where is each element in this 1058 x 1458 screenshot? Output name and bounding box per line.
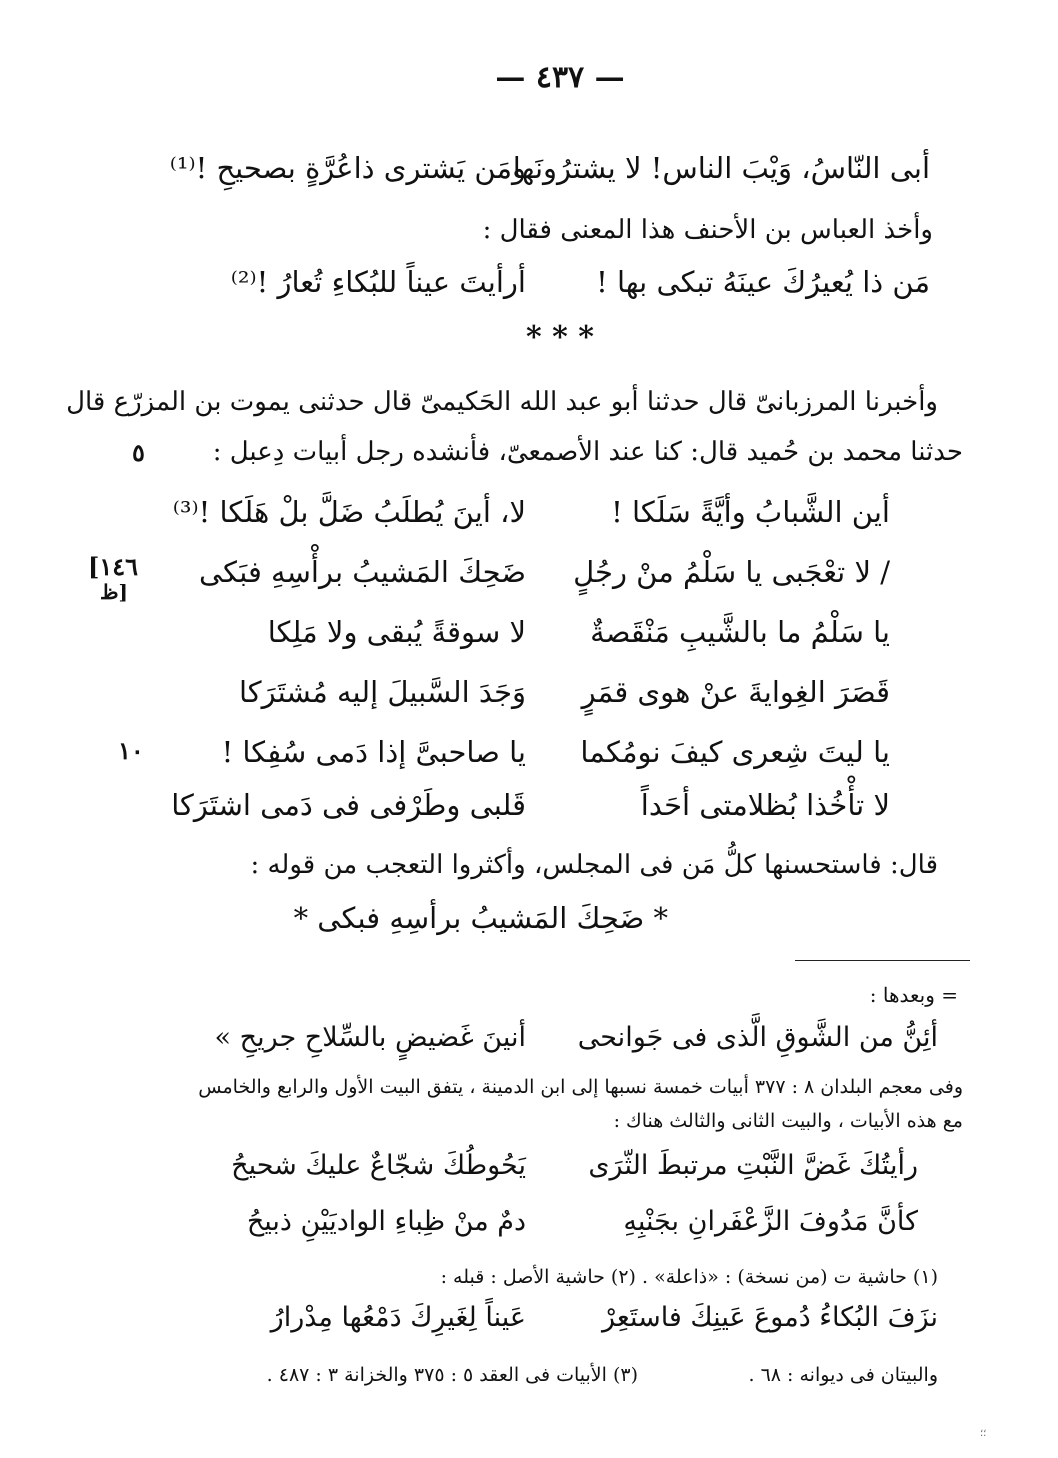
poem1-hemistich-left: ومَن يَشترى ذاعُرَّةٍ بصحيحِ !⁽¹⁾ [169, 151, 526, 185]
page-number: — ٤٣٧ — [495, 60, 625, 95]
margin-manuscript-ref: [١٤٦ [88, 552, 139, 581]
fn-poem2-verse2-left: دمٌ منْ ظِباءِ الواديَيْنِ ذبيحُ [246, 1206, 526, 1237]
fn-poem2-verse1-left: يَحُوطُكَ شجّاعٌ عليكَ شحيحُ [231, 1150, 526, 1181]
poem3-verse6-right: لا تأْخُذا بُظلامتى أحَداً [640, 788, 890, 822]
margin-manuscript-ref-side: ظ] [100, 580, 128, 604]
footnote-divider [795, 960, 970, 961]
poem2-hemistich-left: أرأيتَ عيناً للبُكاءِ تُعارُ !⁽²⁾ [230, 265, 526, 299]
poem3-verse5-left: يا صاحبىَّ إذا دَمى سُفِكا ! [221, 735, 526, 769]
fn-prose-line1: وفى معجم البلدان ٨ : ٣٧٧ أبيات خمسة نسبها إلى ابن الدمينة ، يتفق البيت الأول والرابع والخامس [198, 1076, 963, 1098]
fn-poem2-verse1-right: رأيتُكَ غَضَّ النَّبْتِ مرتبطَ الثّرَى [588, 1150, 918, 1181]
poem3-verse3-right: يا سَلْمُ ما بالشَّيبِ مَنْقَصةٌ [590, 615, 890, 649]
poem3-verse4-right: قَصَرَ الغِوايةَ عنْ هوى قمَرٍ [581, 675, 890, 709]
fn-poem3-left: عَيناً لِغَيرِكَ دَمْعُها مِدْرارُ [270, 1302, 526, 1333]
fn-poem2-verse2-right: كأنَّ مَدُوفَ الزَّعْفَرانِ بجَنْبِهِ [623, 1206, 918, 1237]
prose-comment: قال: فاستحسنها كلُّ مَن فى المجلس، وأكثروا التعجب من قوله : [250, 850, 938, 880]
margin-line-number-10: ١٠ [118, 736, 144, 765]
poem3-verse1-right: أين الشَّبابُ وأيَّةً سَلَكا ! [611, 495, 890, 529]
fn-notes-1-2: (١) حاشية ت (من نسخة) : «ذاعلة» . (٢) حاشية الأصل : قبله : [440, 1266, 938, 1288]
poem3-verse4-left: وَجَدَ السَّبيلَ إليه مُشتَرَكا [238, 675, 526, 709]
prose-isnad-line2: حدثنا محمد بن حُميد قال: كنا عند الأصمعىّ، فأنشده رجل أبيات دِعبل : [212, 437, 963, 467]
poem3-verse2-right: / لا تعْجَبى يا سَلْمُ منْ رجُلٍ [573, 555, 890, 589]
poem3-verse2-left: ضَحِكَ المَشيبُ برأْسِهِ فبَكى [199, 555, 526, 589]
fn-poem1-left: أنينَ غَضيضٍ بالسِّلاحِ جريحِ » [214, 1022, 526, 1053]
poem3-verse6-left: قَلبى وطَرْفى فى دَمى اشتَرَكا [171, 788, 526, 822]
footnote-continuation-marker: = وبعدها : [869, 983, 958, 1007]
page-edge-mark: ؛؛ [980, 1428, 987, 1439]
fn-poem3-right: نزَفَ البُكاءُ دُموعَ عَينِكَ فاستَعِرْ [602, 1302, 938, 1333]
poem3-verse5-right: يا ليتَ شِعرى كيفَ نومُكما [580, 735, 890, 769]
poem3-verse1-left: لا، أينَ يُطلَبُ ضَلَّ بلْ هَلَكا !⁽³⁾ [172, 495, 526, 529]
poem1-hemistich-right: أبى النّاسُ، وَيْبَ الناس! لا يشترُونَها [512, 151, 930, 185]
fn-prose-line2: مع هذه الأبيات ، والبيت الثانى والثالث هناك : [613, 1110, 963, 1132]
prose-isnad-line1: وأخبرنا المرزبانىّ قال حدثنا أبو عبد الله الحَكيمىّ قال حدثنى يموت بن المزرّع قال [66, 387, 938, 417]
margin-line-number-5: ٥ [132, 438, 145, 467]
quoted-hemistich: * ضَحِكَ المَشيبُ برأسِهِ فبكى * [293, 901, 668, 935]
fn-note3-diwan: والبيتان فى ديوانه : ٦٨ . [748, 1364, 938, 1386]
fn-note3-sources: (٣) الأبيات فى العقد ٥ : ٣٧٥ والخزانة ٣ : ٤٨٧ . [266, 1364, 638, 1386]
poem3-verse3-left: لا سوقةً يُبقى ولا مَلِكا [267, 615, 526, 649]
fn-poem1-right: أئِنُّ من الشَّوقِ الَّذى فى جَوانحى [577, 1022, 938, 1053]
section-separator: * * * [526, 320, 594, 355]
prose-abbas-intro: وأخذ العباس بن الأحنف هذا المعنى فقال : [482, 215, 933, 245]
poem2-hemistich-right: مَن ذا يُعيرُكَ عينَهُ تبكى بها ! [596, 265, 930, 299]
